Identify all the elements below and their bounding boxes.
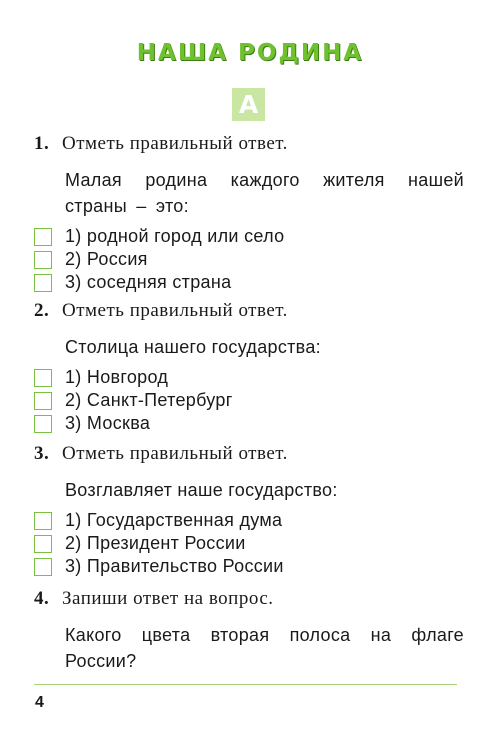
task-3-instruction: Отметь правильный ответ. xyxy=(62,443,288,464)
task-1-instruction: Отметь правильный ответ. xyxy=(62,133,288,154)
option-label: 2) Россия xyxy=(65,249,148,269)
option-label: 1) родной город или село xyxy=(65,226,285,246)
task-2-option-1[interactable] xyxy=(34,366,464,389)
task-3-number: 3. xyxy=(34,443,50,464)
task-1-question: Малая родина каждого жителя нашей страны – это: xyxy=(65,170,464,216)
page-title: НАША РОДИНА xyxy=(136,40,364,66)
option-label: 2) Санкт-Петербург xyxy=(65,390,233,410)
footer-divider xyxy=(34,684,457,685)
option-label: 1) Новгород xyxy=(65,367,169,387)
checkbox[interactable] xyxy=(34,274,52,292)
task-1-option-3[interactable] xyxy=(34,271,464,294)
task-1 xyxy=(34,133,464,294)
task-2 xyxy=(34,300,464,435)
task-2-instruction-row xyxy=(34,300,464,322)
option-label: 2) Президент России xyxy=(65,533,246,553)
task-3-option-3[interactable] xyxy=(34,555,464,578)
task-1-instruction-row xyxy=(34,133,464,155)
page-number: 4 xyxy=(35,694,44,711)
task-1-option-2[interactable] xyxy=(34,248,464,271)
checkbox[interactable] xyxy=(34,535,52,553)
task-1-option-1[interactable] xyxy=(34,225,464,248)
task-2-question: Столица нашего государства: xyxy=(65,337,321,357)
task-4-question: Какого цвета вторая полоса на флаге России? xyxy=(65,625,464,671)
checkbox[interactable] xyxy=(34,228,52,246)
task-1-options xyxy=(34,225,464,294)
option-label: 3) соседняя страна xyxy=(65,272,232,292)
checkbox[interactable] xyxy=(34,369,52,387)
task-2-option-3[interactable] xyxy=(34,412,464,435)
task-3-question: Возглавляет наше государство: xyxy=(65,480,338,500)
task-1-number: 1. xyxy=(34,133,50,154)
option-label: 3) Правительство России xyxy=(65,556,284,576)
task-3-options xyxy=(34,509,464,578)
task-4-number: 4. xyxy=(34,588,50,609)
checkbox[interactable] xyxy=(34,392,52,410)
task-4-instruction-row xyxy=(34,588,464,610)
task-3 xyxy=(34,443,464,578)
checkbox[interactable] xyxy=(34,558,52,576)
task-4 xyxy=(34,588,464,674)
task-3-option-1[interactable] xyxy=(34,509,464,532)
option-label: 3) Москва xyxy=(65,413,151,433)
task-3-option-2[interactable] xyxy=(34,532,464,555)
task-2-options xyxy=(34,366,464,435)
checkbox[interactable] xyxy=(34,251,52,269)
task-2-number: 2. xyxy=(34,300,50,321)
option-label: 1) Государственная дума xyxy=(65,510,283,530)
task-2-option-2[interactable] xyxy=(34,389,464,412)
task-2-instruction: Отметь правильный ответ. xyxy=(62,300,288,321)
task-3-instruction-row xyxy=(34,443,464,465)
variant-badge: А xyxy=(232,88,265,121)
checkbox[interactable] xyxy=(34,512,52,530)
task-4-instruction: Запиши ответ на вопрос. xyxy=(62,588,274,609)
checkbox[interactable] xyxy=(34,415,52,433)
